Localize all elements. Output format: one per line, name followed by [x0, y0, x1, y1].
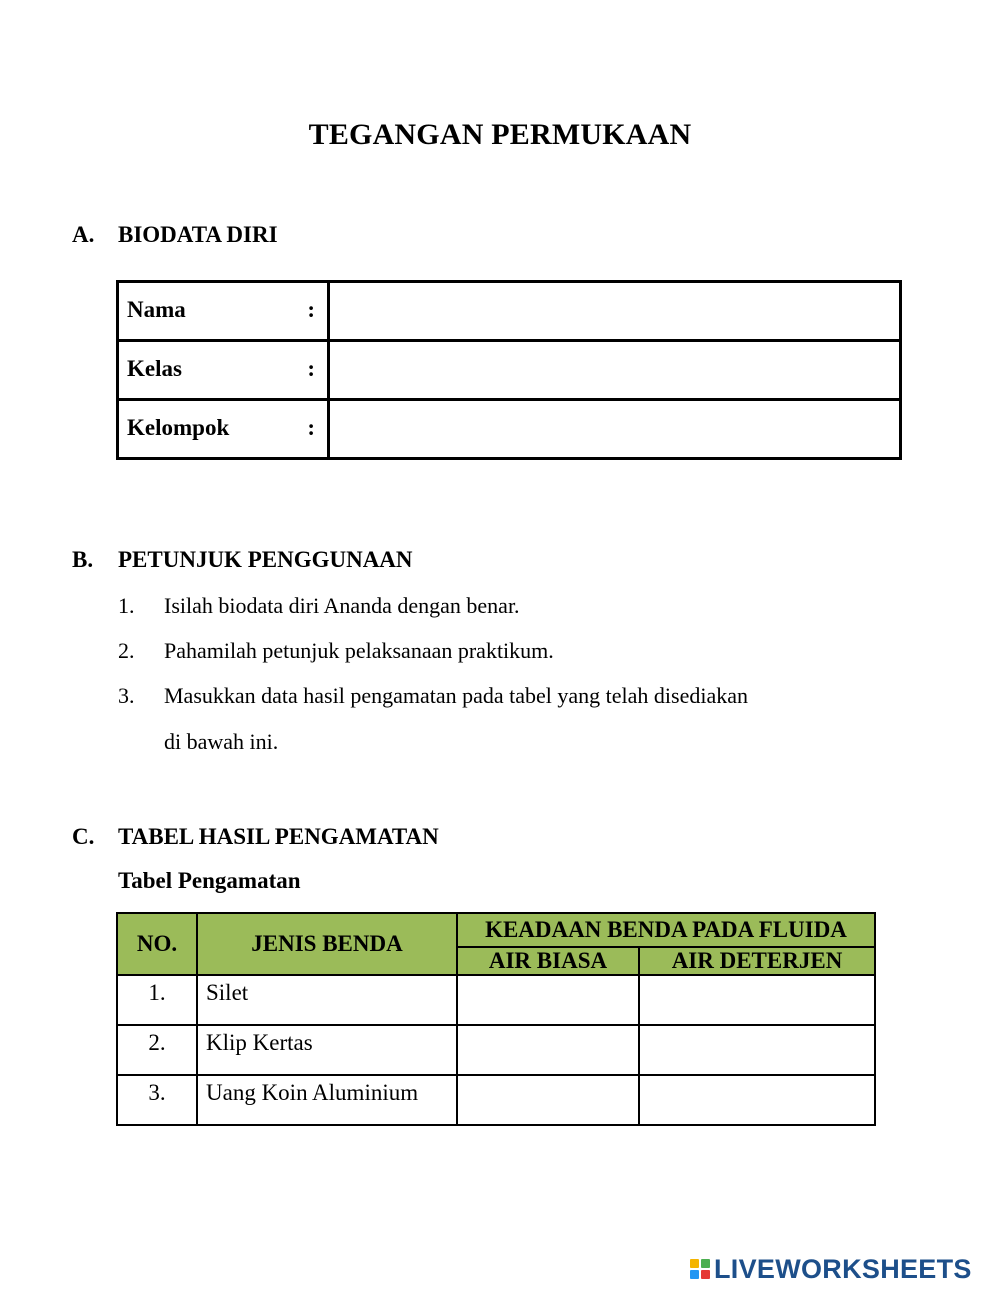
header-keadaan-benda: KEADAAN BENDA PADA FLUIDA	[457, 913, 875, 947]
observation-table	[116, 912, 876, 1126]
page-title: TEGANGAN PERMUKAAN	[308, 118, 692, 151]
section-c-letter: C.	[72, 824, 95, 849]
air-deterjen-cell[interactable]	[639, 1025, 875, 1075]
biodata-label-cell	[118, 282, 329, 341]
header-air-biasa: AIR BIASA	[457, 947, 639, 975]
biodata-label-cell	[118, 400, 329, 459]
biodata-row-nama	[118, 282, 901, 341]
biodata-colon: :	[307, 356, 315, 381]
instruction-number: 1.	[118, 593, 135, 618]
table-row	[117, 975, 875, 1025]
header-air-deterjen: AIR DETERJEN	[639, 947, 875, 975]
biodata-label: Kelas	[127, 356, 182, 381]
air-deterjen-cell[interactable]	[639, 975, 875, 1025]
biodata-colon: :	[307, 297, 315, 322]
section-b-letter: B.	[72, 547, 94, 572]
table-row	[117, 1025, 875, 1075]
air-biasa-cell[interactable]	[457, 1025, 639, 1075]
biodata-table	[116, 280, 902, 460]
section-c-title: TABEL HASIL PENGAMATAN	[118, 824, 439, 849]
instruction-text-continued: di bawah ini.	[164, 729, 279, 754]
biodata-row-kelompok	[118, 400, 901, 459]
biodata-colon: :	[307, 415, 315, 440]
biodata-row-kelas	[118, 341, 901, 400]
instruction-text: Masukkan data hasil pengamatan pada tabel yang telah disediakan	[164, 683, 749, 708]
liveworksheets-logo-icon	[690, 1259, 710, 1279]
biodata-label: Kelompok	[127, 415, 230, 440]
row-number: 3.	[117, 1075, 197, 1125]
section-a-heading	[72, 222, 278, 248]
instruction-item	[118, 593, 520, 619]
row-number: 1.	[117, 975, 197, 1025]
table-header-row	[117, 913, 875, 947]
row-jenis-benda: Klip Kertas	[197, 1025, 457, 1075]
instruction-item	[118, 683, 748, 709]
section-c-heading	[72, 824, 439, 850]
section-b-heading	[72, 547, 413, 573]
row-jenis-benda: Uang Koin Aluminium	[197, 1075, 457, 1125]
air-biasa-cell[interactable]	[457, 975, 639, 1025]
liveworksheets-logo	[690, 1252, 990, 1286]
instruction-item	[118, 638, 554, 664]
liveworksheets-logo-text: LIVEWORKSHEETS	[714, 1253, 972, 1284]
section-a-letter: A.	[72, 222, 95, 247]
air-deterjen-cell[interactable]	[639, 1075, 875, 1125]
instruction-number: 3.	[118, 683, 135, 708]
kelompok-field[interactable]	[329, 400, 901, 459]
header-jenis-benda: JENIS BENDA	[197, 913, 457, 975]
nama-field[interactable]	[329, 282, 901, 341]
table-row	[117, 1075, 875, 1125]
section-b-title: PETUNJUK PENGGUNAAN	[118, 547, 413, 572]
header-no: NO.	[117, 913, 197, 975]
instruction-text: Isilah biodata diri Ananda dengan benar.	[164, 593, 520, 618]
table-caption: Tabel Pengamatan	[118, 868, 301, 893]
instruction-text: Pahamilah petunjuk pelaksanaan praktikum.	[164, 638, 554, 663]
section-a-title: BIODATA DIRI	[118, 222, 278, 247]
row-number: 2.	[117, 1025, 197, 1075]
air-biasa-cell[interactable]	[457, 1075, 639, 1125]
kelas-field[interactable]	[329, 341, 901, 400]
row-jenis-benda: Silet	[197, 975, 457, 1025]
instruction-number: 2.	[118, 638, 135, 663]
biodata-label: Nama	[127, 297, 186, 322]
biodata-label-cell	[118, 341, 329, 400]
